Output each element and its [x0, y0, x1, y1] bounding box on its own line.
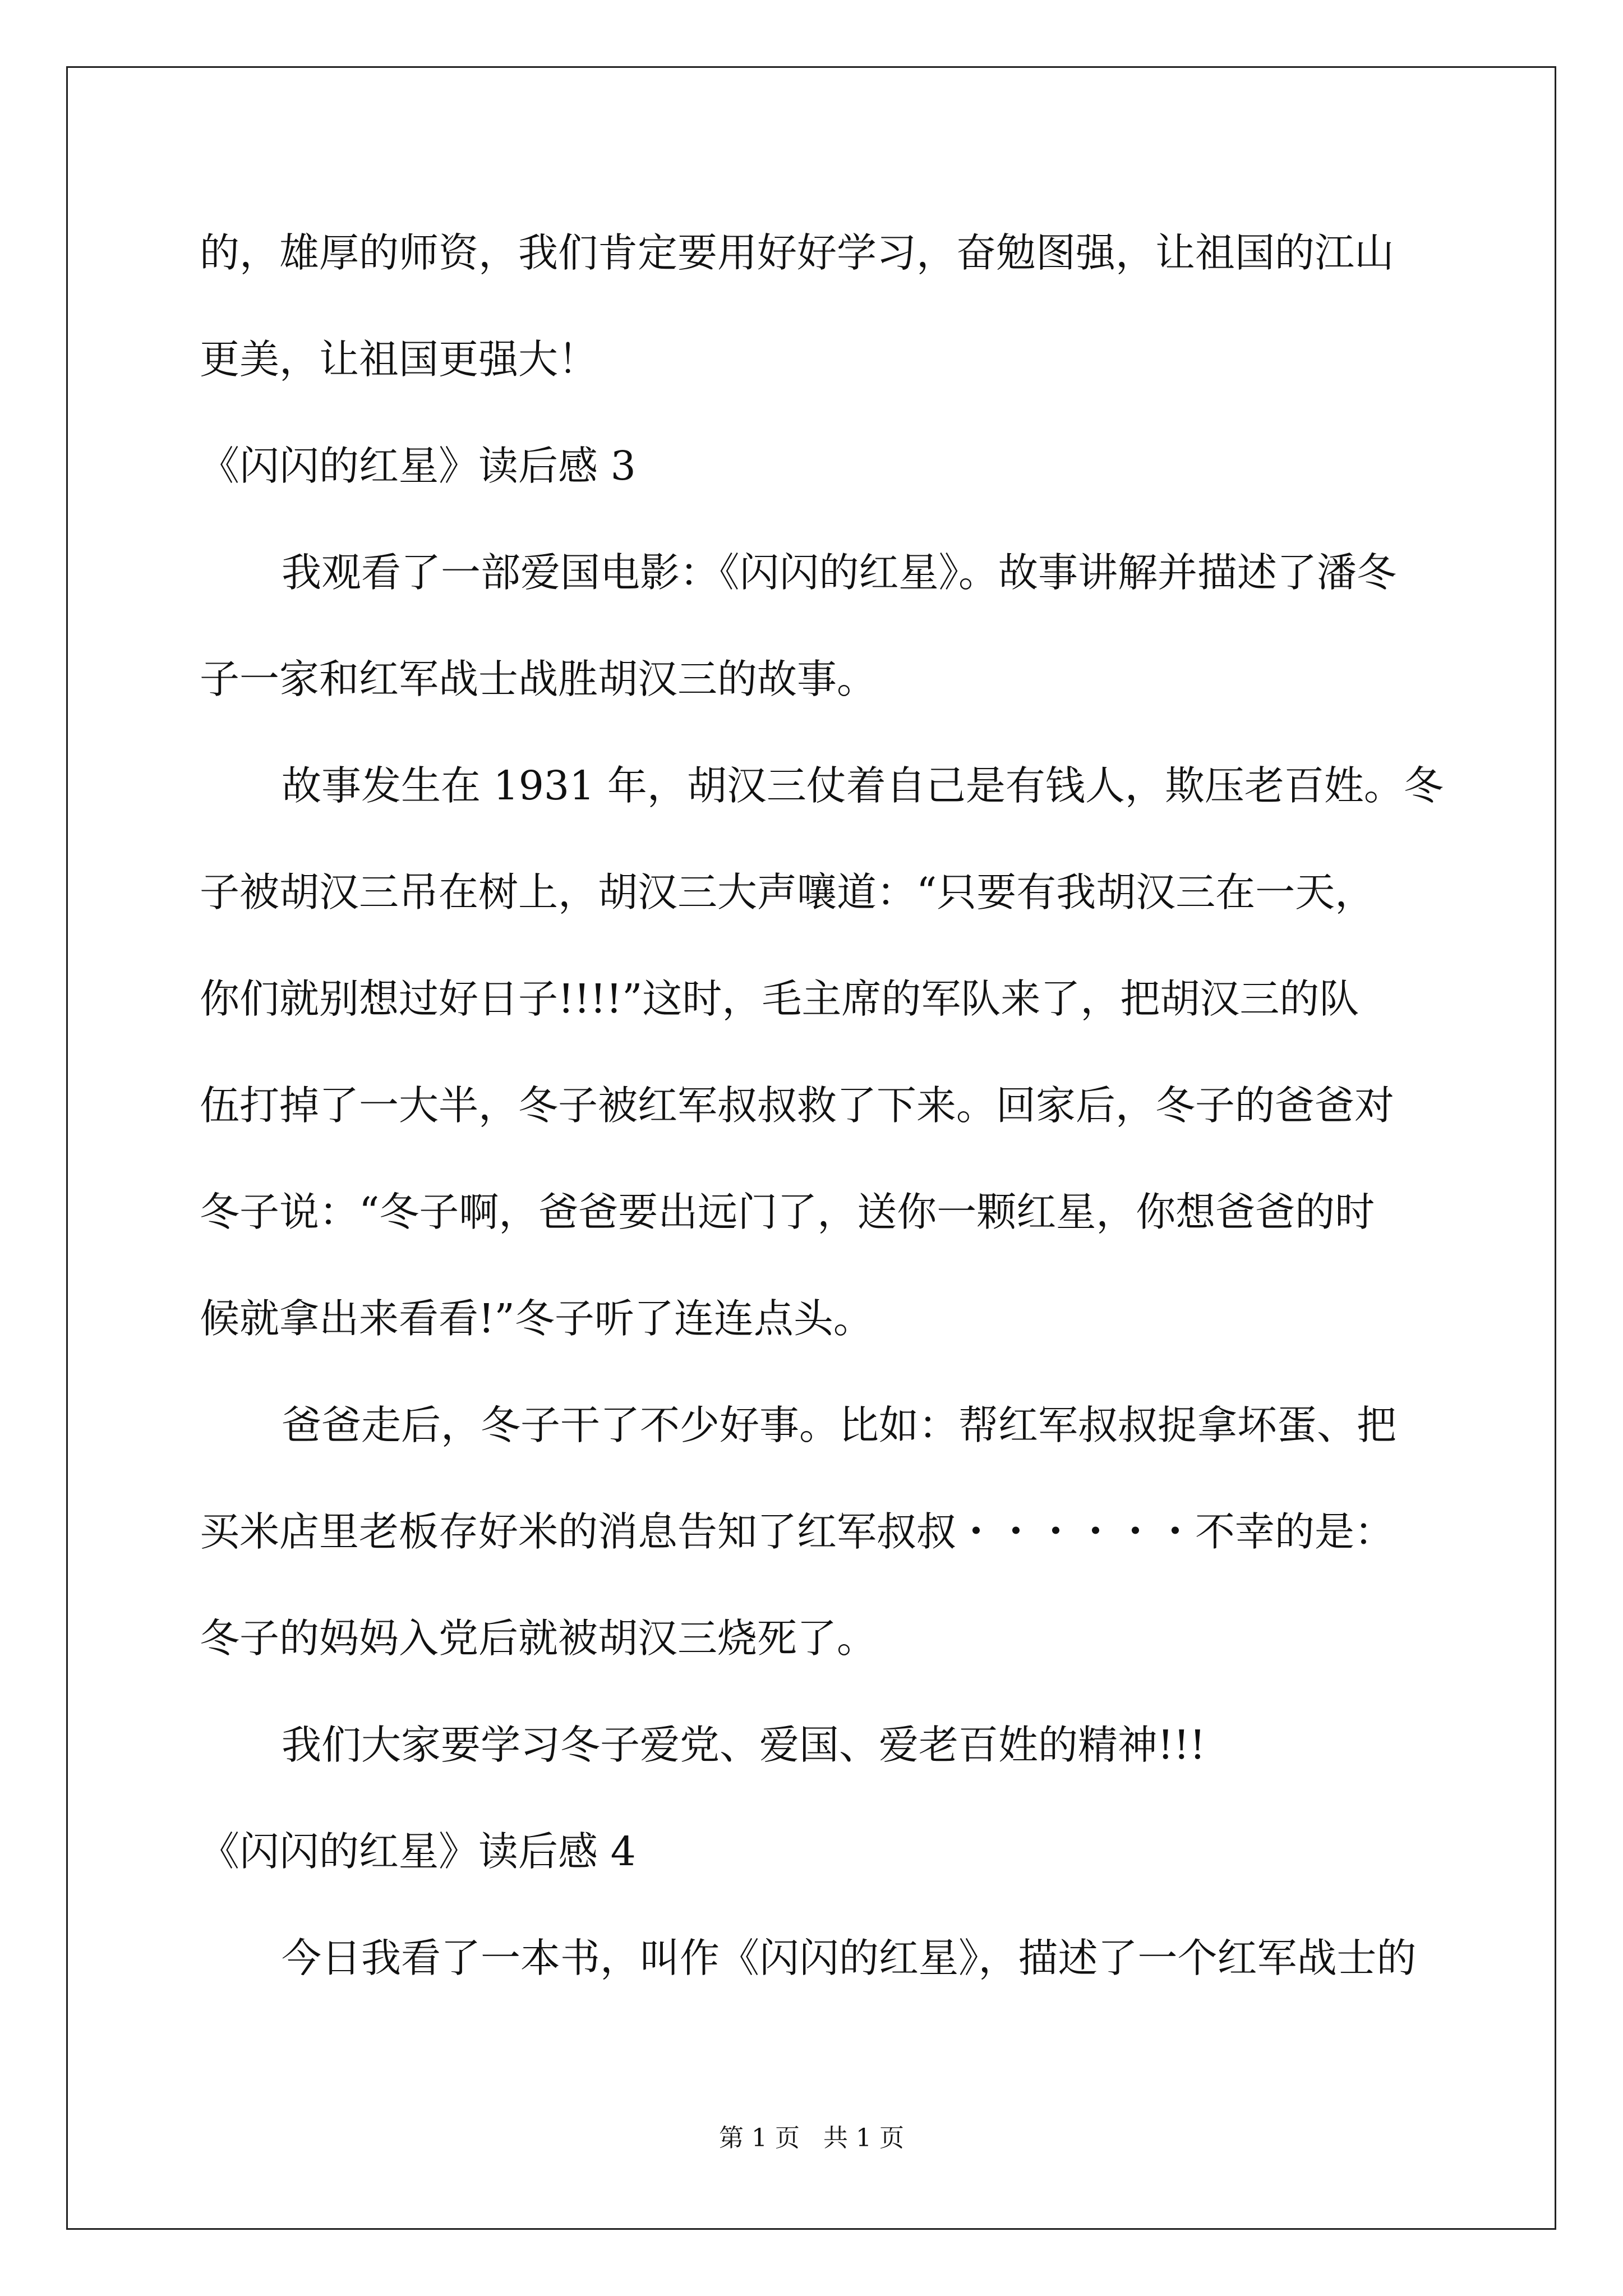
body-line: 的，雄厚的师资，我们肯定要用好好学习，奋勉图强，让祖国的江山 — [200, 229, 1395, 276]
paragraph-start: 今日我看了一本书，叫作《闪闪的红星》，描述了一个红军战士的 — [282, 1935, 1417, 1981]
body-line: 买米店里老板存好米的消息告知了红军叔叔・・・・・・不幸的是： — [200, 1508, 1395, 1555]
body-line: 伍打掉了一大半，冬子被红军叔叔救了下来。回家后，冬子的爸爸对 — [200, 1082, 1395, 1129]
page-count: 共 1 页 — [823, 2124, 904, 2152]
body-line: 更美，让祖国更强大！ — [200, 336, 598, 383]
body-line: 冬子说：“冬子啊，爸爸要出远门了，送你一颗红星，你想爸爸的时 — [200, 1189, 1375, 1235]
paragraph-start: 我观看了一部爱国电影：《闪闪的红星》。故事讲解并描述了潘冬 — [282, 549, 1397, 596]
section-heading-4: 《闪闪的红星》读后感 4 — [200, 1828, 636, 1875]
body-line: 子一家和红军战士战胜胡汉三的故事。 — [200, 656, 877, 702]
page-footer — [0, 2118, 1623, 2154]
body-line: 你们就别想过好日子!!!!”这时，毛主席的军队来了，把胡汉三的队 — [200, 976, 1359, 1022]
paragraph-start: 我们大家要学习冬子爱党、爱国、爱老百姓的精神!!! — [282, 1722, 1206, 1768]
body-line: 冬子的妈妈入党后就被胡汉三烧死了。 — [200, 1615, 877, 1662]
section-heading-3: 《闪闪的红星》读后感 3 — [200, 443, 636, 489]
page-number: 第 1 页 — [719, 2124, 800, 2152]
paragraph-start: 爸爸走后，冬子干了不少好事。比如：帮红军叔叔捉拿坏蛋、把 — [282, 1402, 1397, 1448]
page-border — [66, 66, 1556, 2230]
paragraph-start: 故事发生在 1931 年，胡汉三仗着自己是有钱人，欺压老百姓。冬 — [282, 762, 1444, 809]
body-line: 子被胡汉三吊在树上，胡汉三大声嚷道：“只要有我胡汉三在一天， — [200, 869, 1375, 915]
body-line: 候就拿出来看看!”冬子听了连连点头。 — [200, 1295, 873, 1342]
